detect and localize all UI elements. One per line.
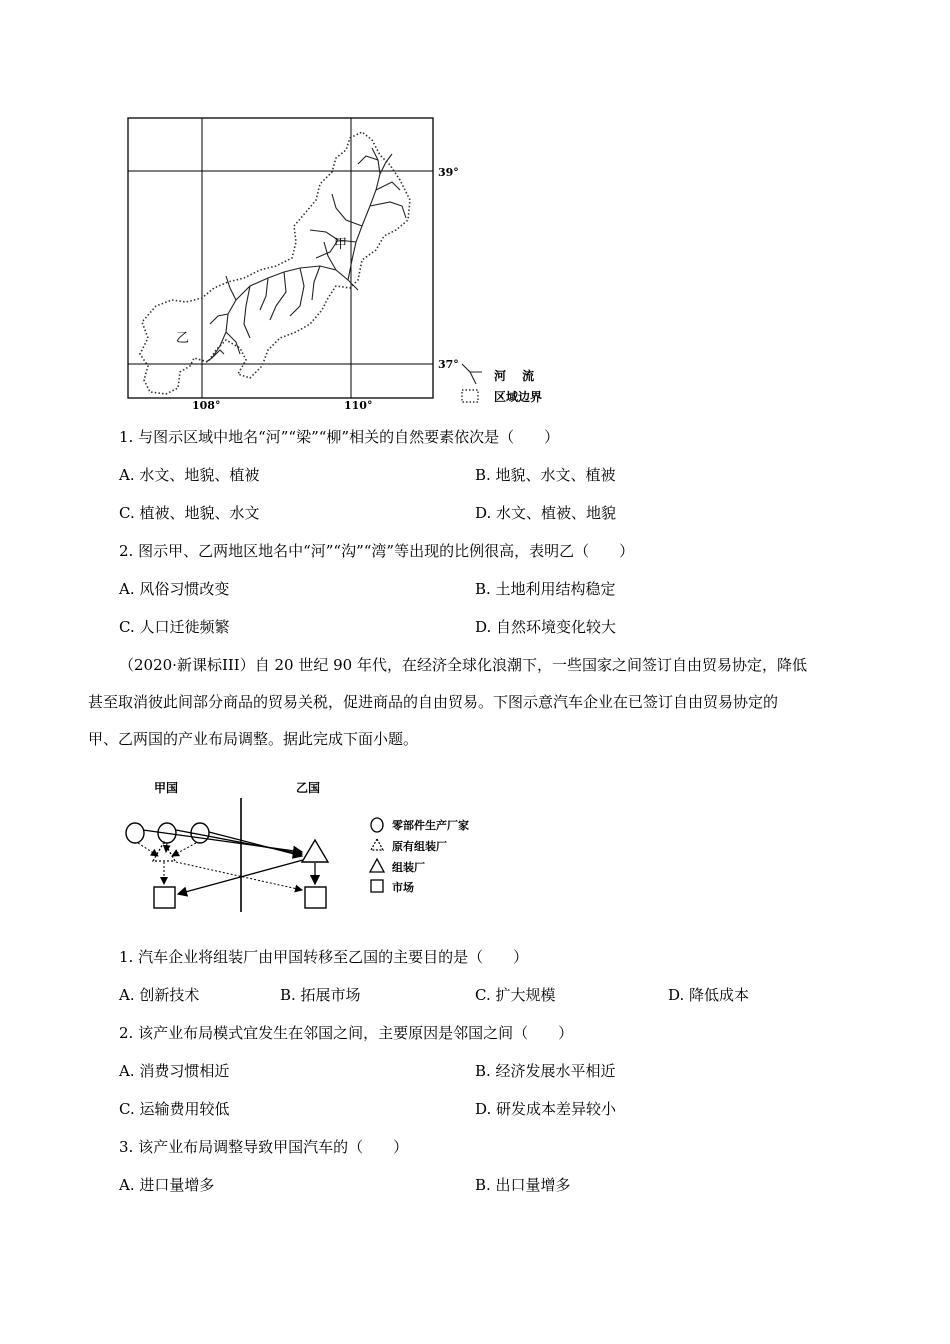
g1-q2-stem: 2. 图示甲、乙两地区地名中“河”“沟”“湾”等出现的比例很高，表明乙（ ） [119,542,635,560]
lon-label-110: 110° [344,399,373,412]
legend-original-plant-icon [371,839,383,850]
g2-q2-stem: 2. 该产业布局模式宜发生在邻国之间，主要原因是邻国之间（ ） [119,1024,574,1042]
legend-assembly-plant-label: 组装厂 [392,861,425,874]
legend-market-icon [371,880,383,892]
market-country-a [154,887,175,908]
g2-q2-option-b[interactable]: B. 经济发展水平相近 [475,1062,616,1080]
industry-layout-diagram [110,770,510,920]
river-network [206,148,406,362]
passage-line-3: 甲、乙两国的产业布局调整。据此完成下面小题。 [88,730,419,748]
legend-boundary-icon [462,390,478,402]
lon-label-108: 108° [192,399,221,412]
g2-q3-option-b[interactable]: B. 出口量增多 [475,1176,571,1194]
legend-original-plant-label: 原有组装厂 [392,840,447,853]
original-assembly-plant [153,842,175,861]
g1-q1-option-a[interactable]: A. 水文、地貌、植被 [119,466,260,484]
passage-line-1: （2020·新课标III）自 20 世纪 90 年代，在经济全球化浪潮下，一些国家之间签订自由贸易协定，降低 [119,656,807,674]
g1-q2-option-d[interactable]: D. 自然环境变化较大 [475,618,617,636]
map-label-jia: 甲 [334,237,348,252]
map-svg [100,110,570,415]
g1-q2-option-c[interactable]: C. 人口迁徙频繁 [119,618,230,636]
g2-q2-option-c[interactable]: C. 运输费用较低 [119,1100,230,1118]
g1-q1-option-d[interactable]: D. 水文、植被、地貌 [475,504,617,522]
g1-q1-stem: 1. 与图示区域中地名“河”“梁”“柳”相关的自然要素依次是（ ） [119,428,560,446]
map-label-yi: 乙 [176,331,190,346]
g2-q1-stem: 1. 汽车企业将组装厂由甲国转移至乙国的主要目的是（ ） [119,948,529,966]
passage-line-2: 甚至取消彼此间部分商品的贸易关税，促进商品的自由贸易。下图示意汽车企业在已签订自由贸易协定的 [88,693,779,711]
g2-q1-option-c[interactable]: C. 扩大规模 [475,986,556,1004]
g2-q3-stem: 3. 该产业布局调整导致甲国汽车的（ ） [119,1138,409,1156]
legend-assembly-plant-icon [370,859,384,872]
assembly-plant [302,840,328,862]
lat-label-37: 37° [438,358,459,371]
g1-q1-option-c[interactable]: C. 植被、地貌、水文 [119,504,260,522]
g2-q2-option-d[interactable]: D. 研发成本差异较小 [475,1100,617,1118]
g1-q2-option-a[interactable]: A. 风俗习惯改变 [119,580,230,598]
g2-q2-option-a[interactable]: A. 消费习惯相近 [119,1062,230,1080]
legend-river-icon [462,364,482,384]
g1-q1-option-b[interactable]: B. 地貌、水文、植被 [475,466,616,484]
country-a-label: 甲国 [154,781,179,795]
market-country-b [305,887,326,908]
legend-parts-label: 零部件生产厂家 [392,819,469,832]
g2-q1-option-b[interactable]: B. 拓展市场 [280,986,361,1004]
country-b-label: 乙国 [296,781,321,795]
legend-market-label: 市场 [392,881,414,894]
legend-boundary-label: 区域边界 [494,390,543,404]
region-map [100,110,570,415]
diagram-svg [110,770,510,920]
legend-parts-icon [371,818,383,832]
lat-label-39: 39° [438,166,459,179]
parts-factory-1 [126,823,144,843]
legend-river-label: 河 流 [494,369,535,383]
g2-q1-option-d[interactable]: D. 降低成本 [668,986,750,1004]
g2-q3-option-a[interactable]: A. 进口量增多 [119,1176,215,1194]
g1-q2-option-b[interactable]: B. 土地利用结构稳定 [475,580,616,598]
g2-q1-option-a[interactable]: A. 创新技术 [119,986,200,1004]
